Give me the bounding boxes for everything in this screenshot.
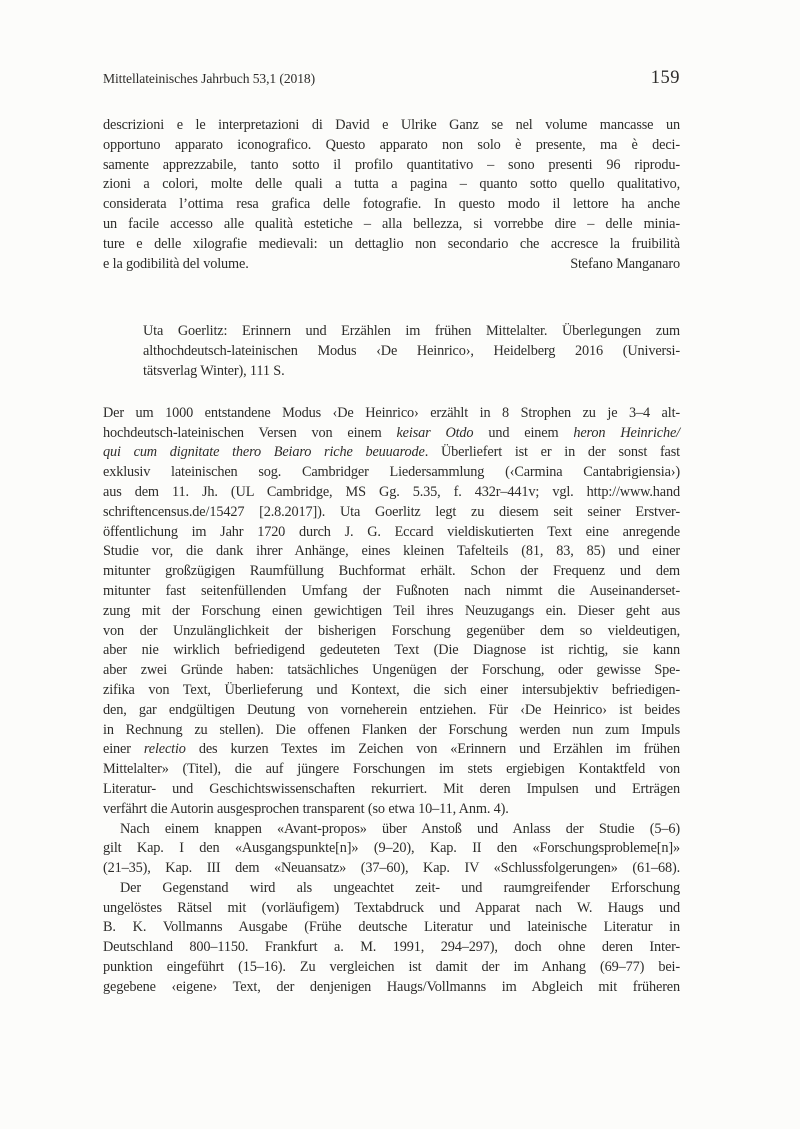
text-segment: zung mit der Forschung einen gewichtigen Teil ihres Neuzugangs ein. Dieser geht aus (103, 602, 680, 619)
text-line (103, 780, 680, 800)
text-segment: zioni a colori, molte delle quali a tutta a pagina – quanto sotto quello qualitativo, (103, 176, 680, 193)
text-block (103, 116, 680, 998)
journal-title: Mittellateinisches Jahrbuch 53,1 (2018) (103, 71, 316, 86)
text-segment: gegebene ‹eigene› Text, der denjenigen Haugs/Vollmanns im Abgleich mit früheren (103, 978, 680, 995)
text-line (103, 820, 680, 840)
text-segment: Der Gegenstand wird als ungeachtet zeit- und raumgreifender Erforschung (120, 879, 680, 896)
text-line (103, 116, 680, 136)
review-heading (143, 322, 680, 381)
text-line (103, 463, 680, 483)
text-line (103, 255, 680, 275)
text-line (103, 424, 680, 444)
reviewer-signature: Stefano Manganaro (570, 255, 680, 272)
text-segment: Mittelalter» (Titel), die auf jüngere Forschungen im stets ergiebigen Kontaktfeld von (103, 761, 680, 778)
text-segment: aber zwei Gründe haben: tatsächliches Ungenügen der Forschung, oder gewisse Spe- (103, 662, 680, 679)
text-segment: und einem (473, 424, 574, 441)
text-segment: des kurzen Textes im Zeichen von «Erinnern und Erzählen im frühen (185, 741, 681, 758)
text-segment: ture e delle xilografie medievali: un dettaglio non secondario che accresce la fruibilità (103, 235, 680, 252)
text-segment: verfährt die Autorin ausgesprochen transparent (so etwa 10–11, Anm. 4). (103, 800, 509, 817)
text-segment: considerata l’ottima resa grafica delle fotografie. In questo modo il lettore ha anche (103, 196, 680, 213)
text-segment: schriftencensus.de/15427 [2.8.2017]). Uta Goerlitz legt zu diesem seit seiner Erstver- (103, 503, 680, 520)
italic-quotation: relectio (143, 741, 186, 758)
text-segment: opportuno apparato iconografico. Questo apparato non solo è presente, ma è deci- (103, 136, 680, 153)
text-line (103, 978, 680, 998)
text-line (103, 879, 680, 899)
text-segment: Der um 1000 entstandene Modus ‹De Heinrico› erzählt in 8 Strophen zu je 3–4 alt- (103, 404, 680, 421)
text-segment: punktion eingeführt (15–16). Zu vergleichen ist damit der im Anhang (69–77) bei- (103, 959, 680, 976)
text-segment: (21–35), Kap. III dem «Neuansatz» (37–60), Kap. IV «Schlussfolgerungen» (61–68). (103, 860, 680, 877)
text-segment: einer (103, 741, 144, 758)
text-segment: gilt Kap. I den «Ausgangspunkte[n]» (9–20), Kap. II den «Forschungsprobleme[n]» (103, 840, 680, 857)
text-line (103, 404, 680, 424)
text-line (103, 938, 680, 958)
text-line (103, 839, 680, 859)
text-line (103, 443, 680, 463)
text-segment: exklusiv lateinischen sog. Cambridger Liedersammlung (‹Carmina Cantabrigiensia›) (103, 464, 680, 481)
text-segment: mitunter großzügigen Raumfüllung Buchformat erhält. Schon der Frequenz und dem (103, 563, 680, 580)
text-line (143, 342, 680, 362)
text-segment: zifika von Text, Überlieferung und Kontext, die sich einer intersubjektiv befriedigen- (103, 681, 680, 698)
text-line (103, 542, 680, 562)
text-segment: e la godibilità del volume. (103, 255, 249, 272)
text-segment: aber nie wirklich befriedigend gedeuteten Text (Die Diagnose ist richtig, sie kann (103, 642, 680, 659)
text-line (103, 701, 680, 721)
text-line (143, 362, 680, 382)
text-segment: mitunter fast seitenfüllenden Umfang der Fußnoten nach nimmt die Auseinanderset- (103, 582, 680, 599)
text-line (103, 641, 680, 661)
text-line (103, 602, 680, 622)
text-segment: samente apprezzabile, tanto sotto il profilo quantitativo – sono presenti 96 riprodu- (103, 156, 680, 173)
text-line (103, 760, 680, 780)
running-header (103, 68, 680, 89)
text-line (103, 958, 680, 978)
text-segment: Uta Goerlitz: Erinnern und Erzählen im frühen Mittelalter. Überlegungen zum (143, 323, 680, 340)
text-segment: von der Unzulänglichkeit der bisherigen Forschung gegenüber dem so vieldeutigen, (103, 622, 680, 639)
text-segment: Studie vor, die dank ihrer Anhänge, eines kleinen Tafelteils (81, 83, 85) und einer (103, 543, 680, 560)
text-segment: un facile accesso alle qualità estetiche – alla bellezza, si vorrebbe dire – delle minia- (103, 215, 680, 232)
text-line (103, 661, 680, 681)
italic-quotation: qui cum dignitate thero Beiaro riche beuuarode (103, 444, 425, 461)
text-line (103, 156, 680, 176)
text-segment: den, gar endgültigen Deutung von vorneherein entziehen. Für ‹De Heinrico› ist beides (103, 701, 680, 718)
text-line (103, 235, 680, 255)
text-segment: ungelöstes Rätsel mit (vorläufigem) Textabdruck und Apparat nach W. Haugs und (103, 899, 680, 916)
text-line (103, 899, 680, 919)
text-segment: in Rechnung zu stellen). Die offenen Flanken der Forschung werden nun zum Impuls (103, 721, 680, 738)
text-line (103, 622, 680, 642)
text-line (143, 322, 680, 342)
text-segment: B. K. Vollmanns Ausgabe (Frühe deutsche Literatur und lateinische Literatur in (103, 919, 680, 936)
text-line (103, 740, 680, 760)
text-line (103, 918, 680, 938)
page-number: 159 (650, 68, 680, 88)
text-line (103, 523, 680, 543)
text-line (103, 215, 680, 235)
text-line (103, 136, 680, 156)
text-segment: . Überliefert ist er in der sonst fast (424, 444, 680, 461)
text-segment: hochdeutsch-lateinischen Versen von einem (103, 424, 397, 441)
text-line (103, 721, 680, 741)
text-segment: aus dem 11. Jh. (UL Cambridge, MS Gg. 5.35, f. 432r–441v; vgl. http://www.hand (103, 483, 680, 500)
text-segment: Literatur- und Geschichtswissenschaften rekurriert. Mit deren Impulsen und Erträgen (103, 780, 680, 797)
text-line (103, 503, 680, 523)
review-closing-paragraph (103, 116, 680, 274)
text-line (103, 195, 680, 215)
text-line (103, 483, 680, 503)
review-body-paragraph-3 (103, 879, 680, 998)
review-body-paragraph-2 (103, 820, 680, 879)
review-body-paragraph-1 (103, 404, 680, 820)
text-line (103, 582, 680, 602)
text-segment: tätsverlag Winter), 111 S. (143, 362, 285, 379)
text-line (103, 175, 680, 195)
text-line (103, 562, 680, 582)
text-segment: Deutschland 800–1150. Frankfurt a. M. 1991, 294–297), doch ohne deren Inter- (103, 939, 680, 956)
text-segment: descrizioni e le interpretazioni di David e Ulrike Ganz se nel volume mancasse un (103, 117, 680, 133)
italic-quotation: heron Heinriche/ (573, 424, 680, 441)
text-line (103, 800, 680, 820)
text-line (103, 859, 680, 879)
text-segment: althochdeutsch-lateinischen Modus ‹De Heinrico›, Heidelberg 2016 (Universi- (143, 343, 680, 360)
text-line (103, 681, 680, 701)
italic-quotation: keisar Otdo (396, 424, 474, 441)
text-segment: Nach einem knappen «Avant-propos» über Anstoß und Anlass der Studie (5–6) (120, 820, 680, 837)
text-segment: öffentlichung im Jahr 1720 durch J. G. Eccard vieldiskutierten Text eine anregende (103, 523, 680, 540)
